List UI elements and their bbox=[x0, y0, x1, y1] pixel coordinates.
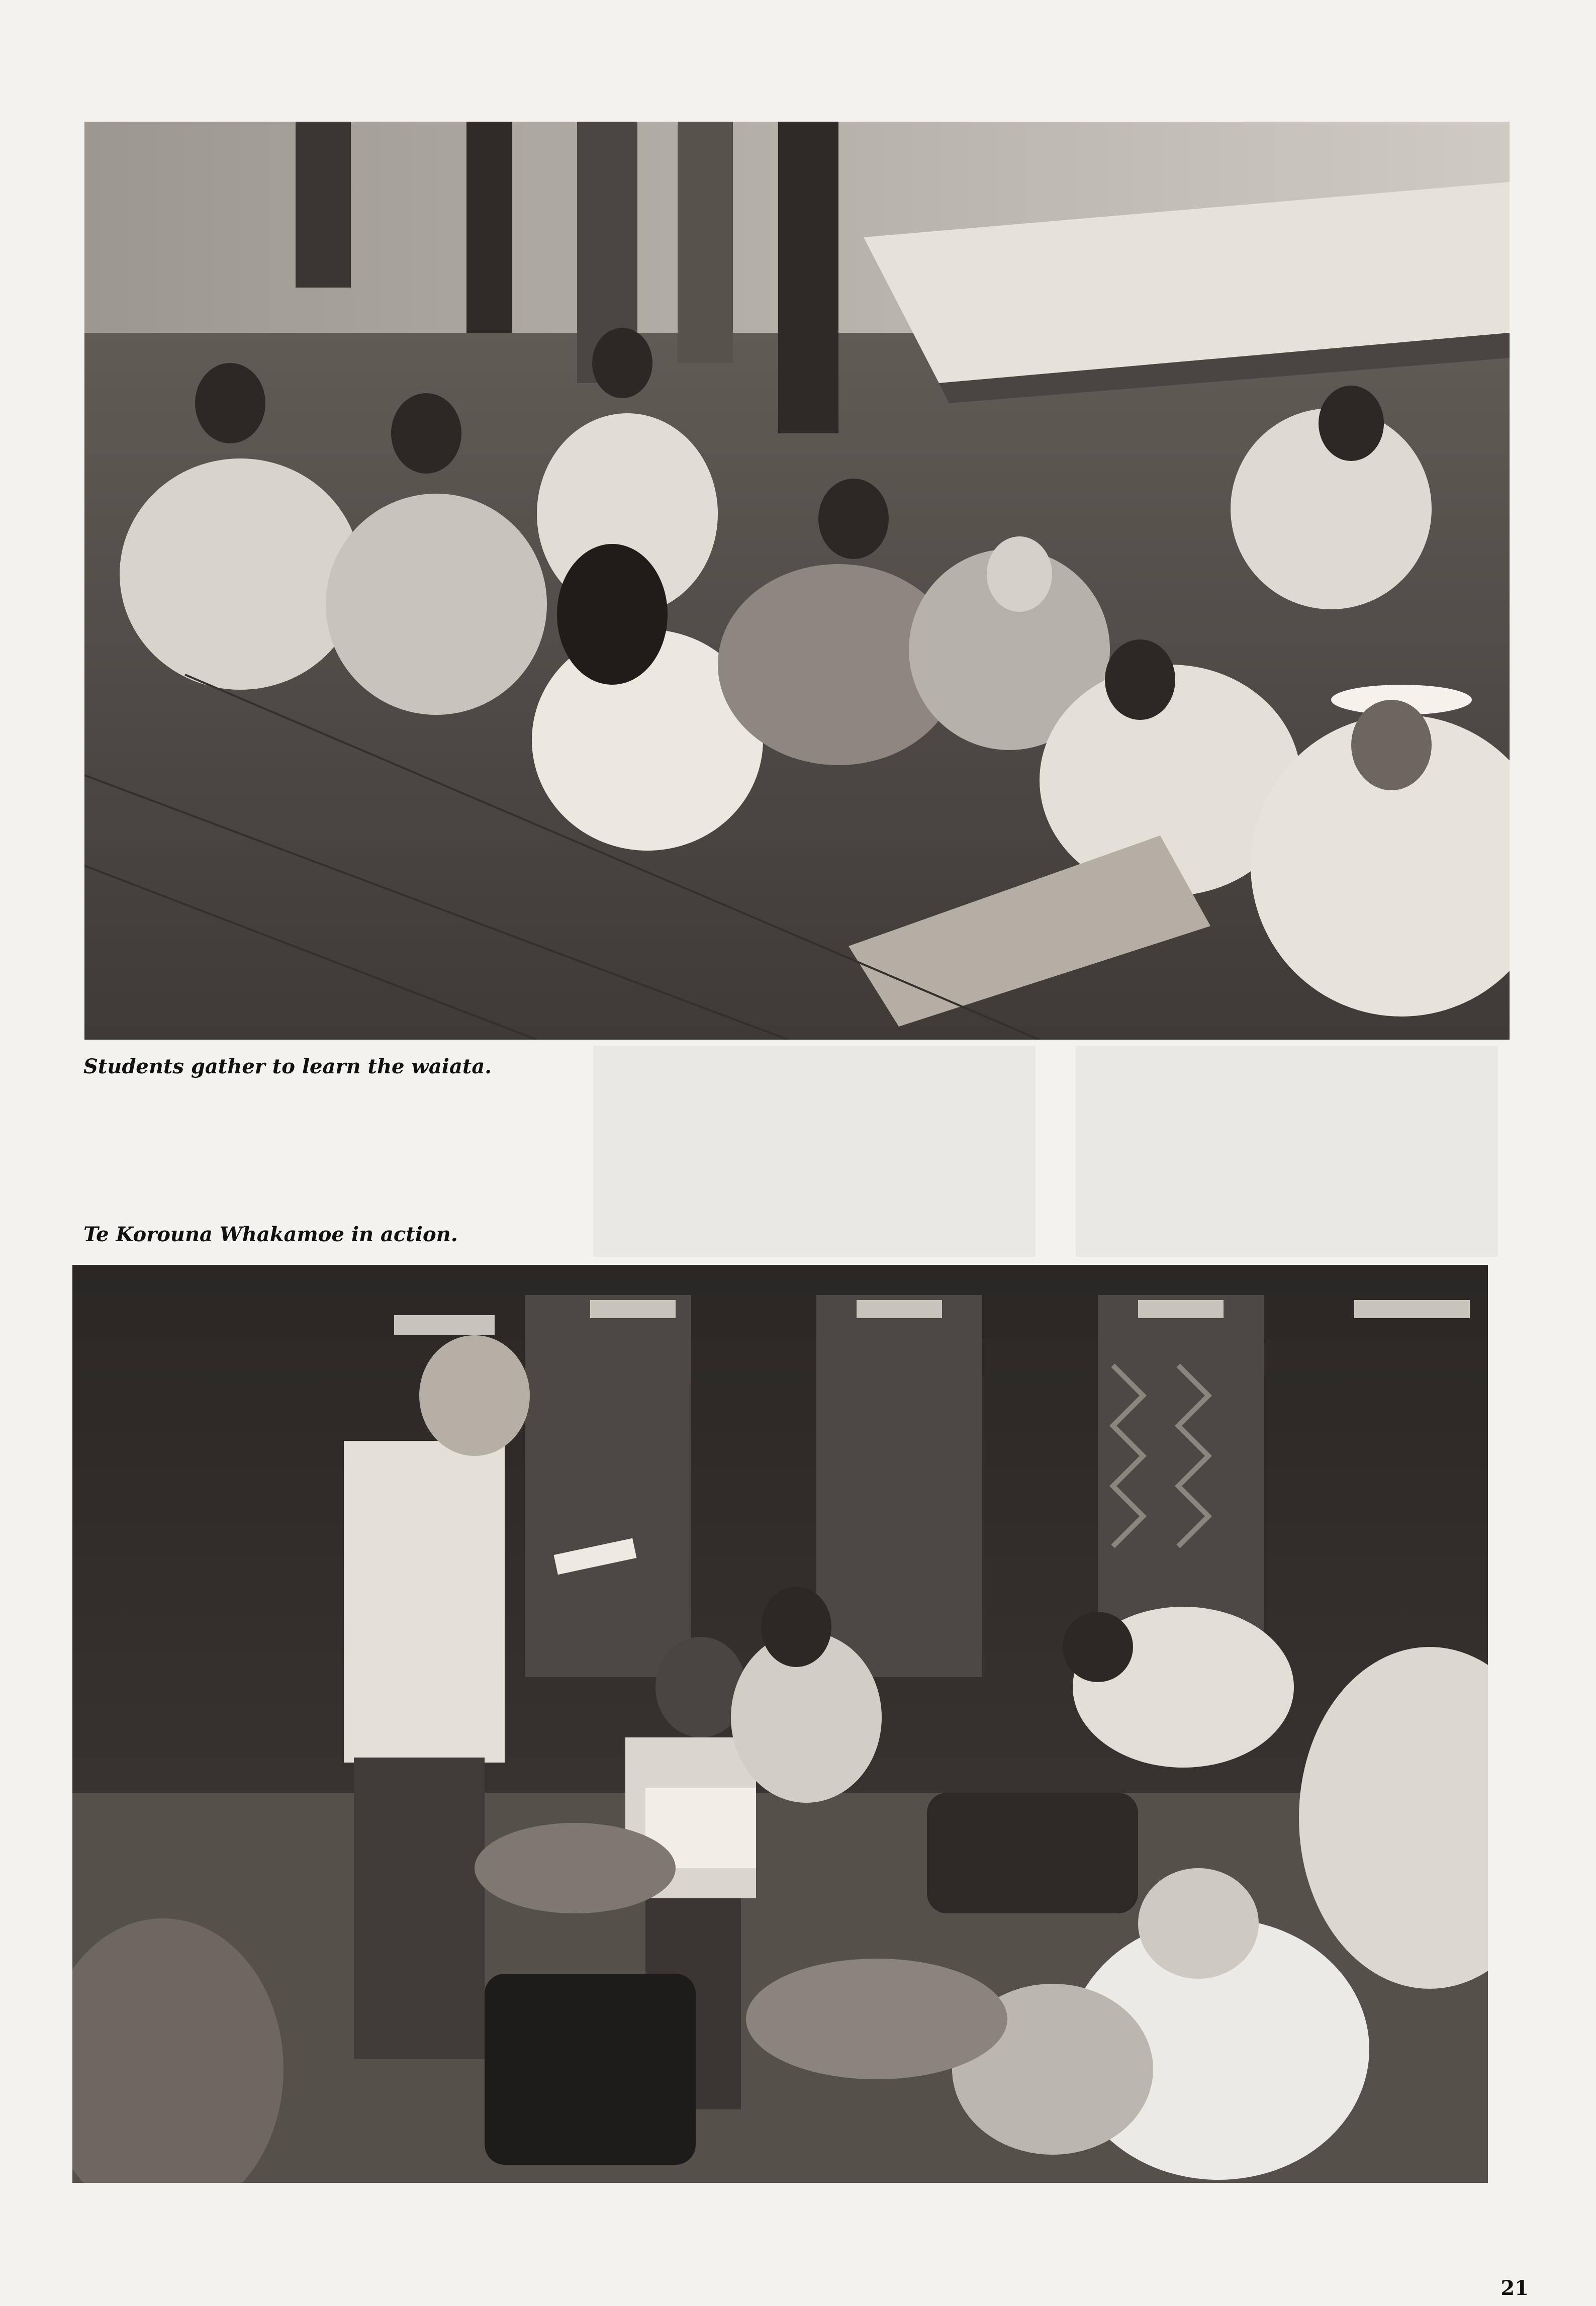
photo-caption: Te Korouna Whakamoe in action. bbox=[83, 1223, 458, 1246]
photo-students-gathering bbox=[84, 122, 1510, 1040]
show-through-text-area bbox=[593, 1046, 1036, 1257]
photo-te-korouna-whakamoe bbox=[72, 1265, 1488, 2183]
photo-caption: Students gather to learn the waiata. bbox=[83, 1055, 492, 1078]
photo-students-gathering-image bbox=[84, 122, 1510, 1040]
page-number: 21 bbox=[1500, 2276, 1529, 2300]
photo-te-korouna-whakamoe-image bbox=[72, 1265, 1488, 2183]
show-through-text-area bbox=[1076, 1046, 1498, 1257]
